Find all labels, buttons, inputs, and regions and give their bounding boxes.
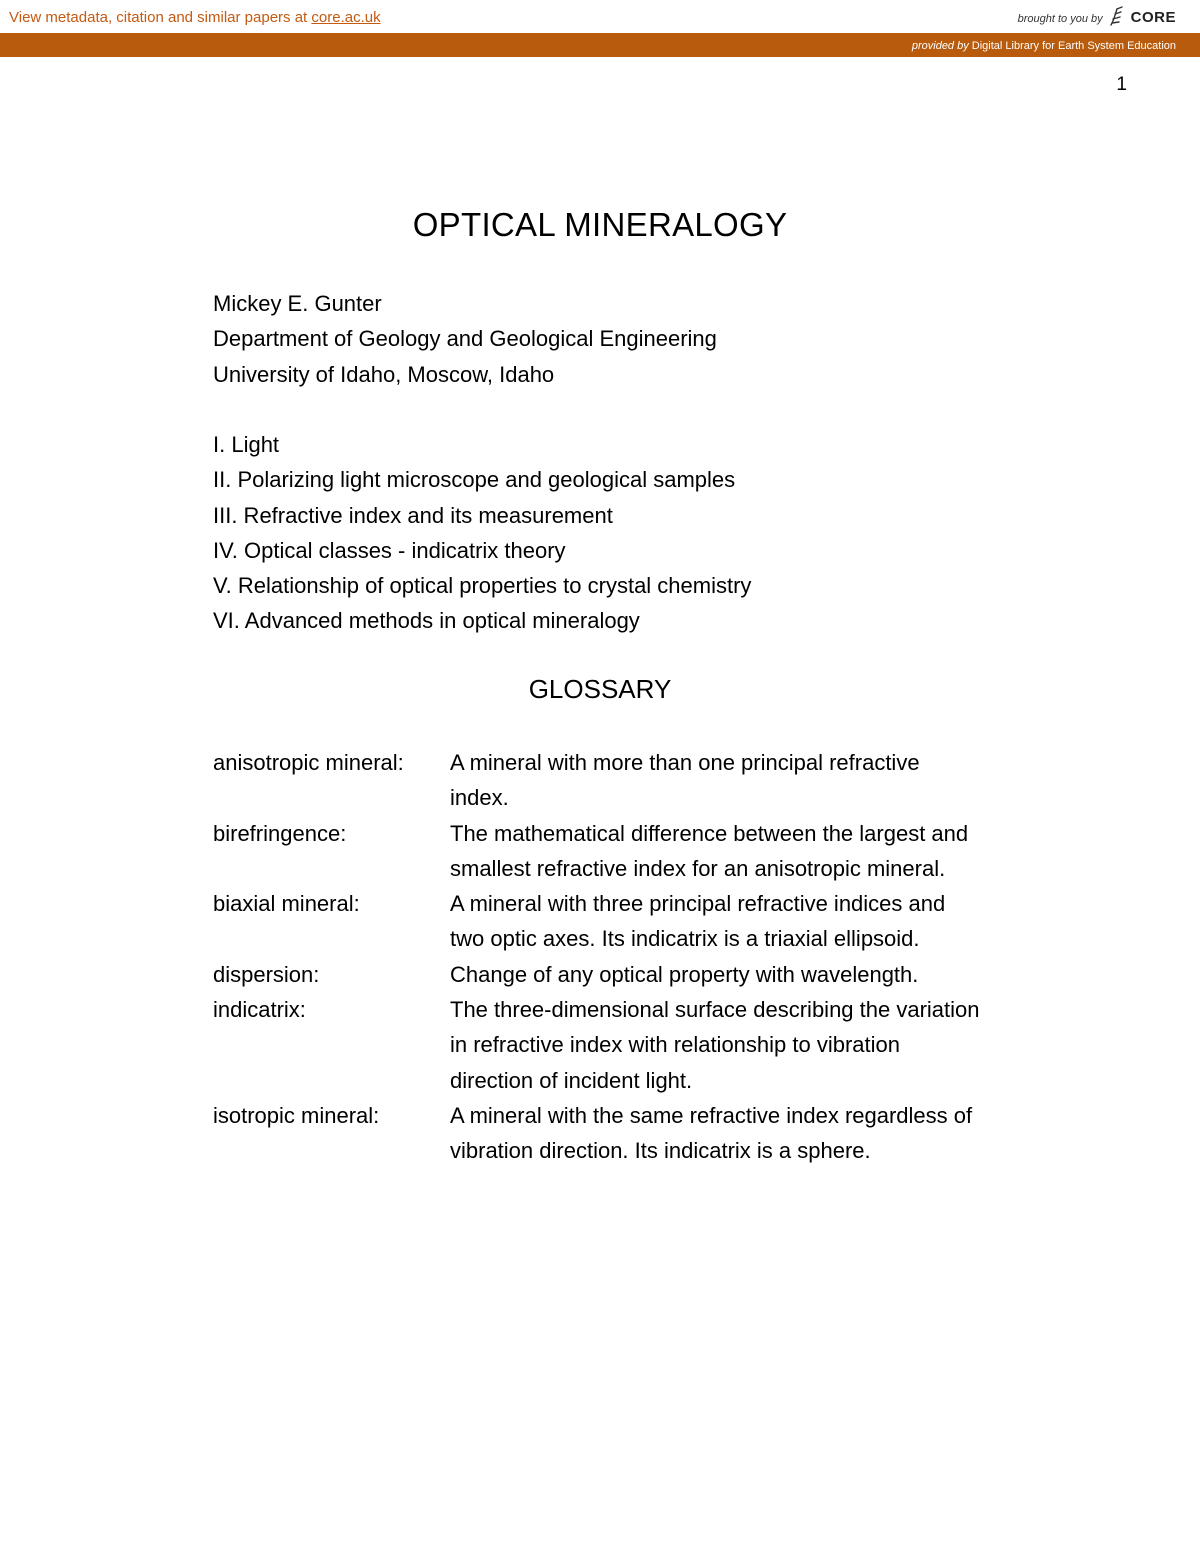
glossary-entry [213,1098,993,1169]
toc-item: III. Refractive index and its measurement [213,502,613,528]
glossary-entry [213,992,993,1098]
glossary-definition: A mineral with the same refractive index regardless of vibration direction. Its indicatrix is a sphere. [450,1102,973,1164]
glossary-term: birefringence: [213,820,347,846]
core-view-metadata-link[interactable] [9,9,381,26]
glossary-entry [213,957,993,992]
glossary-definition: A mineral with three principal refractive indices and two optic axes. Its indicatrix is a triaxial ellipsoid. [450,891,946,952]
core-brought-by-text: brought to you by [1017,13,1103,25]
toc-item: IV. Optical classes - indicatrix theory [213,537,566,563]
core-provided-prefix: provided by [911,40,969,52]
core-logo-icon [1107,5,1127,27]
core-provided-source: Digital Library for Earth System Education [971,40,1176,52]
author-institution: University of Idaho, Moscow, Idaho [213,361,555,387]
author-block [213,286,717,392]
core-logo-text: CORE [1130,9,1176,26]
core-topbar [0,0,1200,33]
author-department: Department of Geology and Geological Engineering [213,326,717,352]
page-number: 1 [1116,74,1127,95]
toc-item: V. Relationship of optical properties to crystal chemistry [213,573,752,599]
glossary-definition: Change of any optical property with wavelength. [450,961,919,987]
core-ac-uk-link[interactable]: core.ac.uk [311,9,381,26]
glossary-entry [213,745,993,816]
glossary-term: dispersion: [213,961,320,987]
glossary-definition: The three-dimensional surface describing the variation in refractive index with relationship to vibration direction of incident light. [450,997,980,1093]
glossary-term: isotropic mineral: [213,1102,380,1128]
glossary-definition: A mineral with more than one principal refractive index. [450,750,920,811]
glossary-list [213,745,993,1169]
core-view-prefix: View metadata, citation and similar papers at [9,9,312,26]
toc-item: II. Polarizing light microscope and geological samples [213,467,736,493]
glossary-term: anisotropic mineral: [213,750,404,775]
glossary-term: indicatrix: [213,997,306,1023]
toc-item: VI. Advanced methods in optical mineralogy [213,608,640,634]
glossary-term: biaxial mineral: [213,891,360,917]
toc-item: I. Light [213,432,280,457]
document-title: OPTICAL MINERALOGY [412,206,788,243]
glossary-entry [213,816,993,887]
table-of-contents [213,427,751,639]
glossary-entry [213,886,993,957]
glossary-definition: The mathematical difference between the largest and smallest refractive index for an anisotropic mineral. [450,820,969,881]
core-provided-by[interactable] [912,40,1176,52]
core-brought-by[interactable] [1018,5,1176,27]
author-name: Mickey E. Gunter [213,291,382,316]
glossary-heading: GLOSSARY [528,674,672,704]
